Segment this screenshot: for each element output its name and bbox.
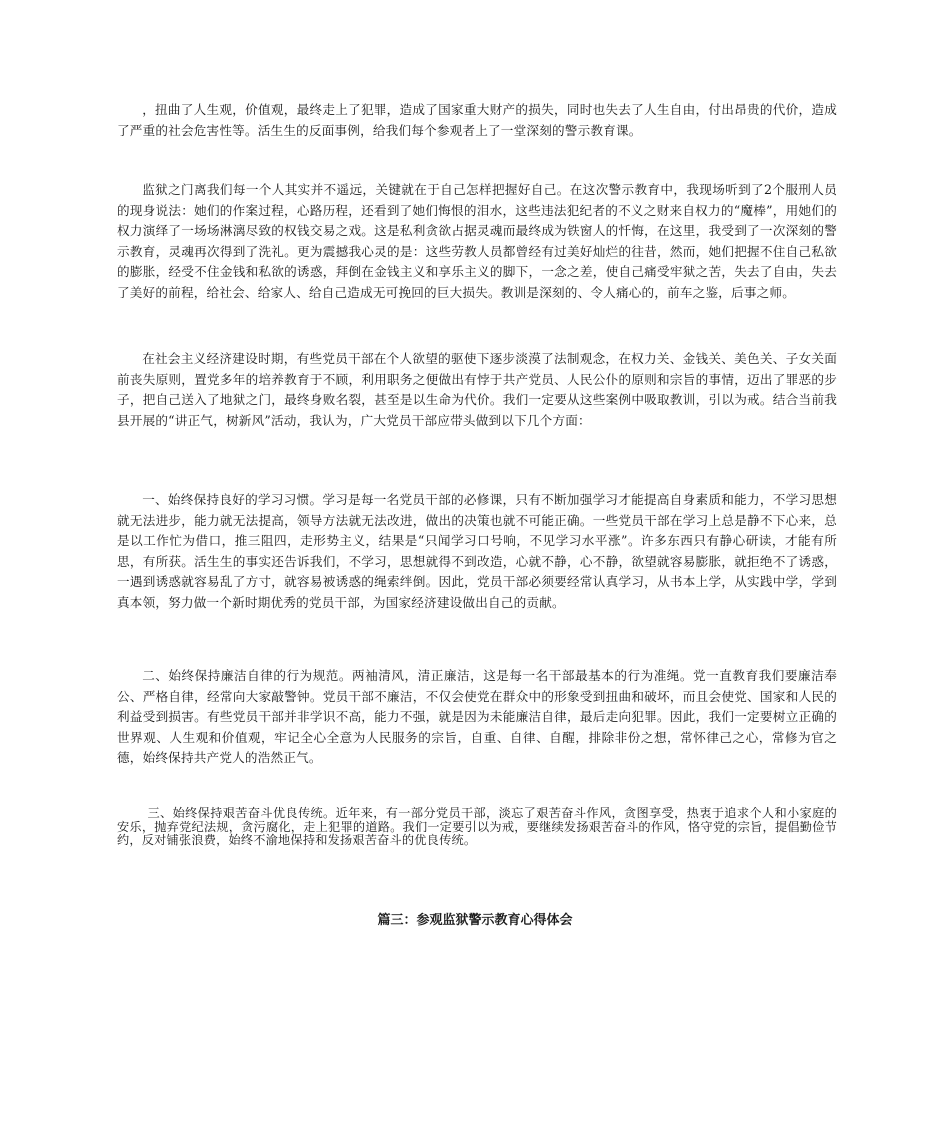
paragraph-point-two-integrity: 二、始终保持廉洁自律的行为规范。两袖清风，清正廉洁，这是每一名干部最基本的行为准绳。党一直教育我们要廉洁奉公、严格自律，经常向大家敲警钟。党员干部不廉洁，不仅会使党在群众中的形象受到扭曲和破坏，而且会使党、国家和人民的利益受到损害。有些党员干部并非学识不高，能力不强，就是因为未能廉洁自律，最后走向犯罪。因此，我们一定要树立正确的世界观、人生观和价值观，牢记全心全意为人民服务的宗旨，自重、自律、自醒，排除非份之想，常怀律己之心，常修为官之德，始终保持共产党人的浩然正气。 (117, 668, 837, 765)
paragraph-point-three-hard-work: 三、始终保持艰苦奋斗优良传统。近年来，有一部分党员干部，淡忘了艰苦奋斗作风，贪图享受，热衷于追求个人和小家庭的安乐，抛弃党纪法规，贪污腐化，走上犯罪的道路。我们一定要引以为戒，要继续发扬艰苦奋斗的作风，恪守党的宗旨，提倡勤俭节约，反对铺张浪费，始终不渝地保持和发扬艰苦奋斗的优良传统。 (117, 806, 837, 847)
paragraph-point-one-study: 一、始终保持良好的学习习惯。学习是每一名党员干部的必修课，只有不断加强学习才能提高自身素质和能力，不学习思想就无法进步，能力就无法提高，领导方法就无法改进，做出的决策也就不可能正确。一些党员干部在学习上总是静不下心来，总是以工作忙为借口，推三阻四，走形势主义，结果是“只闻学习口号响，不见学习水平涨”。许多东西只有静心研读，才能有所思，有所获。活生生的事实还告诉我们，不学习，思想就得不到改造，心就不静，心不静，欲望就容易膨胀，就拒绝不了诱惑，一遇到诱惑就容易乱了方寸，就容易被诱惑的绳索绊倒。因此，党员干部必须要经常认真学习，从书本上学，从实践中学，学到真本领，努力做一个新时期优秀的党员干部，为国家经济建设做出自己的贡献。 (117, 492, 837, 610)
paragraph-intro-continuation: ，扭曲了人生观，价值观，最终走上了犯罪，造成了国家重大财产的损失，同时也失去了人生自由，付出昂贵的代价，造成了严重的社会危害性等。活生生的反面事例，给我们每个参观者上了一堂深刻的警示教育课。 (117, 102, 837, 138)
paragraph-prison-visit: 监狱之门离我们每一个人其实并不遥远，关键就在于自己怎样把握好自己。在这次警示教育中，我现场听到了2个服刑人员的现身说法：她们的作案过程，心路历程，还看到了她们悔恨的泪水，这些违法犯纪者的不义之财来自权力的“魔棒”，用她们的权力演绎了一场场淋漓尽致的权钱交易之戏。这是私利贪欲占据灵魂而最终成为铁窗人的忏悔，在这里，我受到了一次深刻的警示教育，灵魂再次得到了洗礼。更为震撼我心灵的是：这些劳教人员都曾经有过美好灿烂的往昔，然而，她们把握不住自己私欲的膨胀，经受不住金钱和私欲的诱惑，拜倒在金钱主义和享乐主义的脚下，一念之差，使自己痛受牢狱之苦，失去了自由，失去了美好的前程，给社会、给家人、给自己造成无可挽回的巨大损失。教训是深刻的、令人痛心的，前车之鉴，后事之师。 (117, 182, 837, 300)
paragraph-economic-construction: 在社会主义经济建设时期，有些党员干部在个人欲望的驱使下逐步淡漠了法制观念，在权力关、金钱关、美色关、子女关面前丧失原则，置党多年的培养教育于不顾，利用职务之便做出有悖于共产党员、人民公仆的原则和宗旨的事情，迈出了罪恶的步子，把自己送入了地狱之门，最终身败名裂，甚至是以生命为代价。我们一定要从这些案例中吸取教训，引以为戒。结合当前我县开展的“讲正气，树新风”活动，我认为，广大党员干部应带头做到以下几个方面： (117, 351, 837, 428)
section-heading: 篇三：参观监狱警示教育心得体会 (377, 913, 573, 928)
